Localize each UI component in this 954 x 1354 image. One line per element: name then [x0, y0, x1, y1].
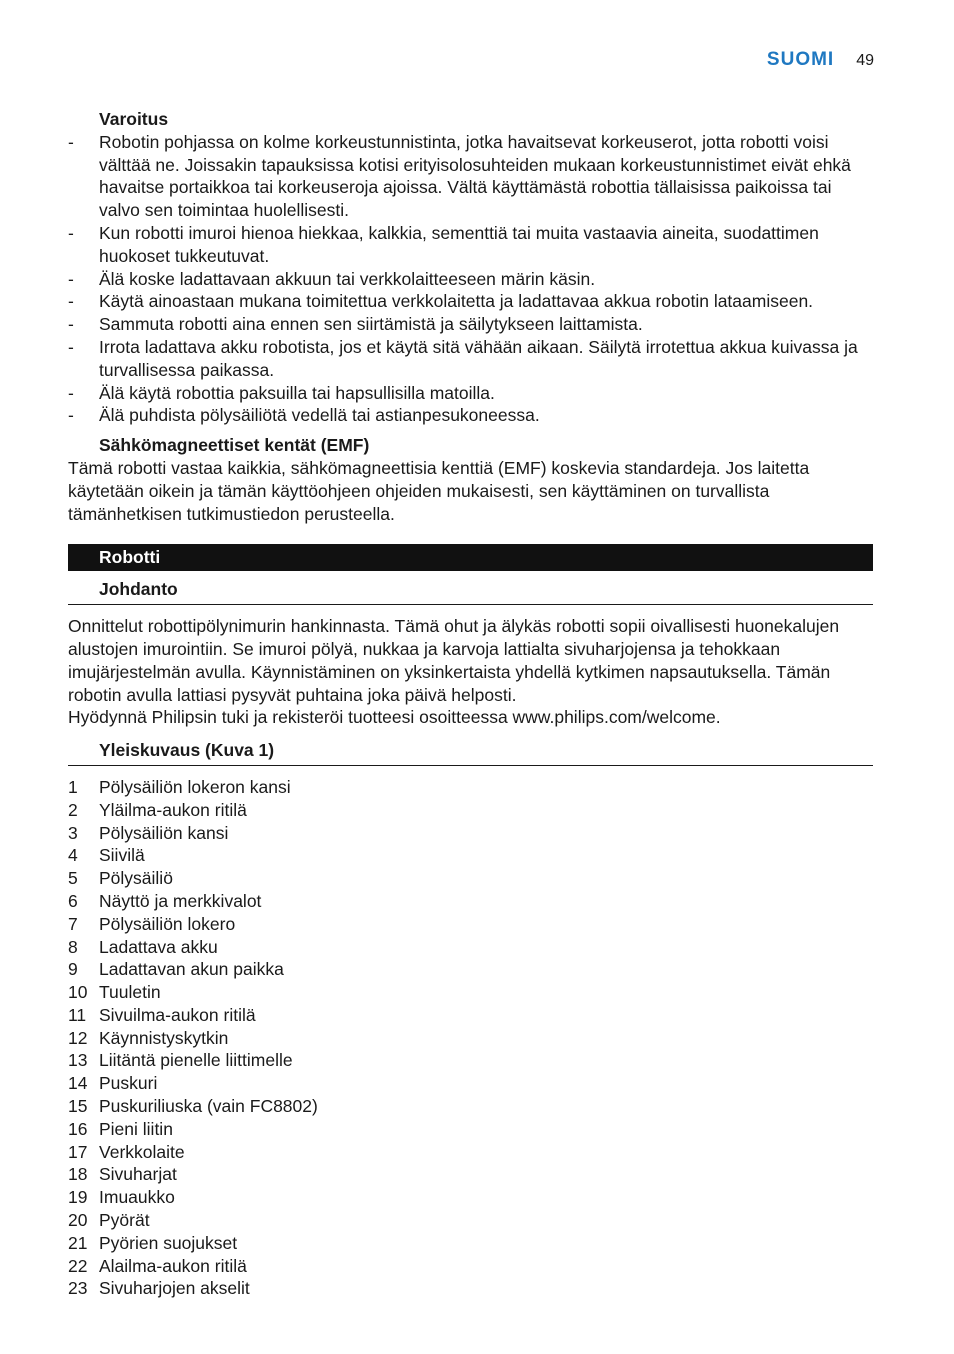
overview-item [68, 1232, 873, 1255]
bullet-dash: - [68, 222, 74, 243]
overview-item-number: 21 [68, 1232, 88, 1253]
overview-item [68, 1004, 873, 1027]
warning-list [68, 131, 873, 427]
overview-item [68, 1095, 873, 1118]
warning-item [68, 290, 873, 313]
overview-item-number: 11 [68, 1004, 87, 1025]
overview-item-number: 3 [68, 822, 78, 843]
overview-item-label: Ladattavan akun paikka [99, 959, 284, 980]
bullet-dash: - [68, 314, 74, 335]
intro-heading: Johdanto [68, 578, 873, 605]
warning-item-text: Robotin pohjassa on kolme korkeustunnistinta, jotka havaitsevat korkeuserot, jotta robotti voisi välttää ne. Joissakin tapauksissa kotisi erityisolosuhteiden mukaan korkeustunnistimet eivät ehkä havaitse portaikkoa tai korkeuseroja ajoissa. Vältä käyttämästä robottia tällaisissa paikoissa tai valvo sen toimintaa huolellisesti. [99, 131, 851, 221]
warning-item-text: Sammuta robotti aina ennen sen siirtämistä ja säilytykseen laittamista. [99, 314, 643, 335]
overview-item [68, 1209, 873, 1232]
overview-item-label: Verkkolaite [99, 1141, 185, 1162]
overview-item-label: Pölysäiliön lokero [99, 913, 236, 934]
overview-item [68, 1141, 873, 1164]
bullet-dash: - [68, 291, 74, 312]
overview-item-number: 23 [68, 1278, 88, 1299]
bullet-dash: - [68, 336, 74, 357]
overview-item-number: 14 [68, 1073, 88, 1094]
overview-item-label: Ladattava akku [99, 936, 218, 957]
overview-item-number: 6 [68, 890, 78, 911]
overview-item [68, 913, 873, 936]
overview-item [68, 1118, 873, 1141]
bullet-dash: - [68, 405, 74, 426]
overview-item-number: 15 [68, 1096, 88, 1117]
warning-item [68, 268, 873, 291]
overview-item-label: Näyttö ja merkkivalot [99, 890, 262, 911]
overview-item-label: Imuaukko [99, 1187, 175, 1208]
warning-item [68, 382, 873, 405]
overview-item-label: Siivilä [99, 845, 145, 866]
overview-item-number: 9 [68, 959, 78, 980]
overview-item-number: 7 [68, 913, 78, 934]
bullet-dash: - [68, 268, 74, 289]
overview-item-label: Pölysäiliön kansi [99, 822, 229, 843]
warning-item-text: Käytä ainoastaan mukana toimitettua verkkolaitetta ja ladattavaa akkua robotin lataamiseen. [99, 291, 814, 312]
overview-item-label: Käynnistyskytkin [99, 1027, 229, 1048]
overview-list [68, 776, 873, 1300]
overview-item [68, 1049, 873, 1072]
bullet-dash: - [68, 382, 74, 403]
overview-item [68, 867, 873, 890]
overview-item [68, 1027, 873, 1050]
overview-item-label: Pölysäiliön lokeron kansi [99, 776, 291, 797]
overview-item [68, 981, 873, 1004]
overview-item-number: 1 [68, 776, 78, 797]
warning-item [68, 131, 873, 222]
overview-item [68, 822, 873, 845]
overview-item [68, 958, 873, 981]
warning-item-text: Älä puhdista pölysäiliötä vedellä tai astianpesukoneessa. [99, 405, 540, 426]
overview-item-label: Pieni liitin [99, 1118, 173, 1139]
warning-item-text: Irrota ladattava akku robotista, jos et käytä sitä vähään aikaan. Säilytä irrotettua akkua kuivassa ja turvallisessa paikassa. [99, 336, 858, 380]
overview-item [68, 890, 873, 913]
overview-item [68, 799, 873, 822]
overview-item-number: 18 [68, 1164, 88, 1185]
overview-heading: Yleiskuvaus (Kuva 1) [68, 739, 873, 766]
overview-item-label: Pyörien suojukset [99, 1232, 238, 1253]
overview-item-label: Sivuharjat [99, 1164, 177, 1185]
overview-item [68, 776, 873, 799]
overview-item [68, 1277, 873, 1300]
overview-item-label: Tuuletin [99, 982, 161, 1003]
overview-item [68, 844, 873, 867]
overview-item-label: Sivuharjojen akselit [99, 1278, 250, 1299]
overview-item-number: 2 [68, 799, 78, 820]
document-body [68, 108, 873, 1300]
overview-item-number: 22 [68, 1255, 88, 1276]
intro-text: Onnittelut robottipölynimurin hankinnasta. Tämä ohut ja älykäs robotti sopii oivallisesti huonekalujen alustojen imurointiin. Se imuroi pölyä, nukkaa ja karvoja lattialta sivuharjojensa ja tehokkaan imujärjestelmän avulla. Käynnistäminen on yksinkertaista yhdellä kytkimen napsautuksella. Tämän robotin avulla lattiasi pysyvät puhtaina joka päivä helposti. [68, 616, 840, 705]
warning-item [68, 404, 873, 427]
page-header [767, 49, 874, 73]
overview-item [68, 1186, 873, 1209]
warning-item-text: Kun robotti imuroi hienoa hiekkaa, kalkkia, sementtiä tai muita vastaavia aineita, suodattimen huokoset tukkeutuvat. [99, 222, 819, 266]
overview-item-label: Yläilma-aukon ritilä [99, 799, 247, 820]
emf-text: Tämä robotti vastaa kaikkia, sähkömagneettisia kenttiä (EMF) koskevia standardeja. Jos laitetta käytetään oikein ja tämän käyttöohjeen ohjeiden mukaisesti, sen käyttäminen on turvallista tämänhetkisen tutkimustiedon perusteella. [68, 457, 810, 524]
intro-registration-text: Hyödynnä Philipsin tuki ja rekisteröi tuotteesi osoitteessa www.philips.com/welcome. [68, 707, 721, 728]
overview-item-label: Pölysäiliö [99, 868, 173, 889]
overview-item-number: 19 [68, 1187, 88, 1208]
warning-item [68, 313, 873, 336]
bullet-dash: - [68, 131, 74, 152]
overview-item-number: 5 [68, 868, 78, 889]
warning-item [68, 336, 873, 382]
overview-item [68, 1255, 873, 1278]
overview-item-number: 10 [68, 982, 88, 1003]
overview-item [68, 1072, 873, 1095]
overview-item-number: 12 [68, 1027, 88, 1048]
section-bar-robotti: Robotti [68, 544, 873, 571]
warning-item-text: Älä koske ladattavaan akkuun tai verkkolaitteeseen märin käsin. [99, 268, 596, 289]
overview-item-label: Liitäntä pienelle liittimelle [99, 1050, 293, 1071]
overview-item-number: 17 [68, 1141, 88, 1162]
overview-item-number: 16 [68, 1118, 88, 1139]
warning-item [68, 222, 873, 268]
emf-heading: Sähkömagneettiset kentät (EMF) [99, 435, 370, 456]
overview-item-label: Puskuriliuska (vain FC8802) [99, 1096, 318, 1117]
overview-item-number: 20 [68, 1210, 88, 1231]
overview-item-number: 8 [68, 936, 78, 957]
language-label: SUOMI [766, 49, 835, 70]
page-number: 49 [856, 52, 874, 69]
overview-item-number: 13 [68, 1050, 88, 1071]
overview-item-label: Puskuri [99, 1073, 158, 1094]
overview-item-label: Alailma-aukon ritilä [99, 1255, 247, 1276]
overview-item-label: Pyörät [99, 1210, 150, 1231]
warning-heading: Varoitus [99, 109, 169, 129]
overview-item-number: 4 [68, 845, 78, 866]
overview-item-label: Sivuilma-aukon ritilä [99, 1004, 256, 1025]
warning-item-text: Älä käytä robottia paksuilla tai hapsullisilla matoilla. [99, 382, 495, 403]
overview-item [68, 936, 873, 959]
overview-item [68, 1163, 873, 1186]
